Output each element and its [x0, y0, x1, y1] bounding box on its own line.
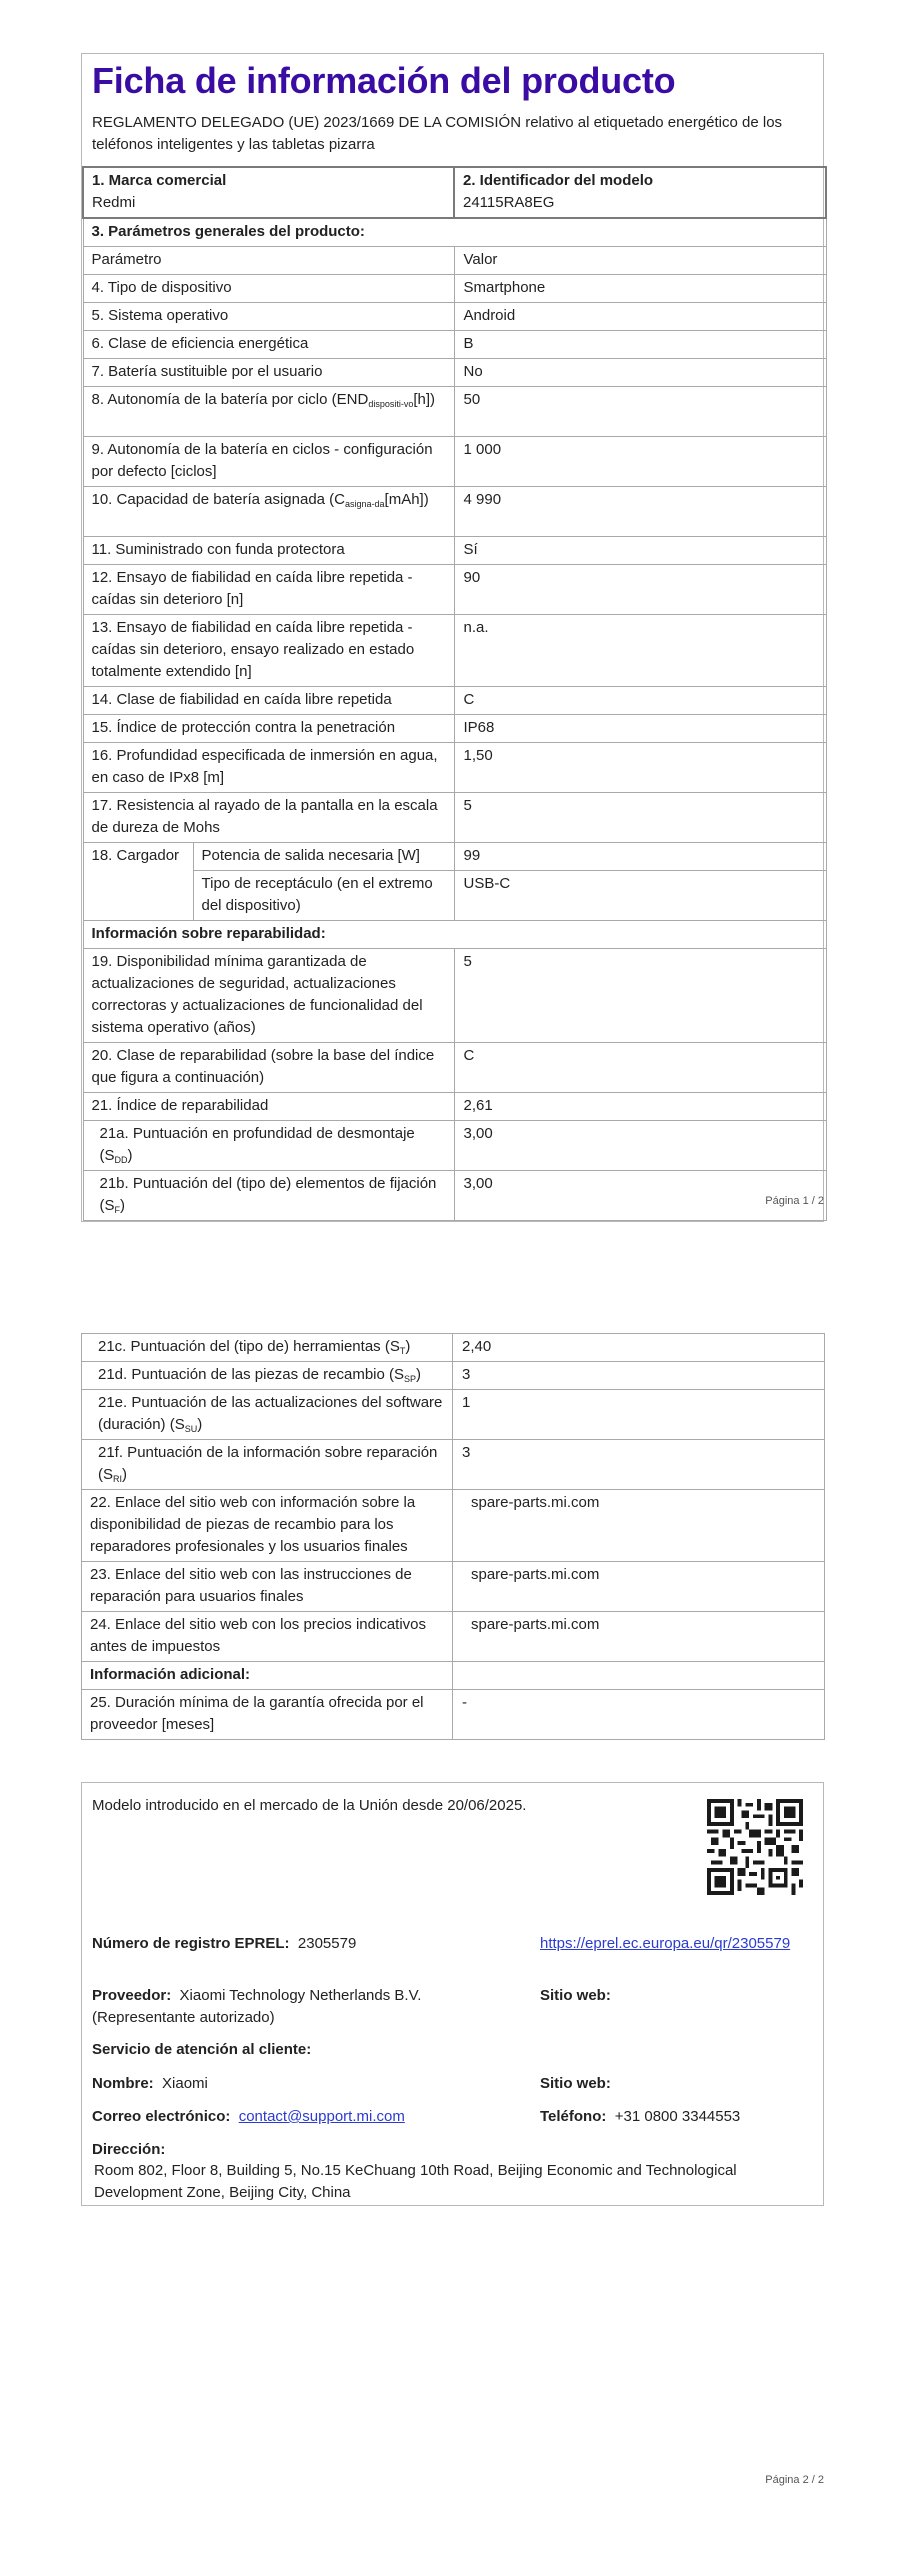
row-value: 3 [453, 1440, 825, 1490]
label-subscript: asigna-da [345, 499, 385, 509]
label-subscript: RI [113, 1474, 122, 1484]
phone-value: +31 0800 3344553 [614, 2108, 741, 2125]
name-label: Nombre: [92, 2075, 154, 2092]
column-header-row [83, 247, 826, 275]
row-label [82, 1334, 453, 1362]
page-title: Ficha de información del producto [92, 60, 676, 101]
row-label [83, 1171, 454, 1221]
label-subscript: DD [114, 1155, 128, 1165]
row-value: C [454, 1043, 826, 1093]
charger-power-label: Potencia de salida necesaria [W] [193, 843, 454, 871]
table-row [82, 1390, 825, 1440]
customer-service-label: Servicio de atención al cliente: [92, 2041, 312, 2058]
model-value: 24115RA8EG [463, 194, 555, 211]
table-row [82, 1440, 825, 1490]
row-value: 3 [453, 1362, 825, 1390]
row-label [83, 487, 454, 537]
supplier [92, 1985, 522, 2029]
supplier-info-box [81, 1782, 824, 2206]
table-row [83, 715, 826, 743]
model-label: 2. Identificador del modelo [463, 172, 654, 189]
label-tail: ) [416, 1366, 422, 1383]
row-value: 50 [454, 387, 826, 437]
row-label: 23. Enlace del sitio web con las instrucciones de reparación para usuarios finales [82, 1562, 453, 1612]
table-row [83, 437, 826, 487]
table-row [83, 687, 826, 715]
customer-service-phone [540, 2106, 740, 2128]
charger-power-value: 99 [454, 843, 826, 871]
table-row [83, 275, 826, 303]
row-value: B [454, 331, 826, 359]
supplier-value: Xiaomi Technology Netherlands B.V. (Representante autorizado) [92, 1987, 422, 2026]
row-label: 22. Enlace del sitio web con información sobre la disponibilidad de piezas de recambio para los reparadores profesionales y los usuarios finales [82, 1490, 453, 1562]
row-value: Smartphone [454, 275, 826, 303]
label-text: 21f. Puntuación de la información sobre reparación (S [98, 1444, 438, 1483]
row-label: 19. Disponibilidad mínima garantizada de actualizaciones de seguridad, actualizaciones correctoras y actualizaciones de funcionalidad del sistema operativo (años) [83, 949, 454, 1043]
label-subscript: dispositi-vo [368, 399, 414, 409]
label-text: 21e. Puntuación de las actualizaciones del software (duración) (S [98, 1394, 443, 1433]
row-label: 25. Duración mínima de la garantía ofrecida por el proveedor [meses] [82, 1690, 453, 1740]
row-label: 21. Índice de reparabilidad [83, 1093, 454, 1121]
row-label: 6. Clase de eficiencia energética [83, 331, 454, 359]
repair-instructions-link[interactable]: spare-parts.mi.com [453, 1562, 825, 1612]
table-row [83, 1171, 826, 1221]
table-row [83, 565, 826, 615]
page-number-1: Página 1 / 2 [765, 1195, 824, 1207]
row-value: Sí [454, 537, 826, 565]
row-label: 24. Enlace del sitio web con los precios indicativos antes de impuestos [82, 1612, 453, 1662]
label-text: 8. Autonomía de la batería por ciclo (END [91, 391, 369, 408]
row-value: Android [454, 303, 826, 331]
address-value: Room 802, Floor 8, Building 5, No.15 KeChuang 10th Road, Beijing Economic and Technological Development Zone, Beijing City, China [94, 2162, 737, 2201]
label-text: 21d. Puntuación de las piezas de recambio (S [98, 1366, 405, 1383]
table-row [83, 303, 826, 331]
label-tail: ) [197, 1416, 203, 1433]
name-value: Xiaomi [162, 2075, 208, 2092]
row-label [82, 1440, 453, 1490]
prices-link[interactable]: spare-parts.mi.com [453, 1612, 825, 1662]
label-tail: [h]) [413, 391, 436, 408]
section-general [83, 218, 826, 247]
row-value: - [453, 1690, 825, 1740]
table-row [83, 793, 826, 843]
brand-label: 1. Marca comercial [92, 172, 227, 189]
eprel-url-container [540, 1933, 800, 1955]
table-row [83, 537, 826, 565]
row-label: 12. Ensayo de fiabilidad en caída libre repetida - caídas sin deterioro [n] [83, 565, 454, 615]
row-value: 3,00 [454, 1171, 826, 1221]
brand-value: Redmi [92, 194, 136, 211]
table-row [83, 1043, 826, 1093]
regulation-subtitle: REGLAMENTO DELEGADO (UE) 2023/1669 DE LA COMISIÓN relativo al etiquetado energético de los teléfonos inteligentes y las tabletas pizarra [92, 114, 783, 153]
section-title: Información adicional: [82, 1662, 453, 1690]
table-row [83, 359, 826, 387]
charger-row [83, 871, 826, 921]
label-text: 21a. Puntuación en profundidad de desmontaje (S [99, 1125, 415, 1164]
eprel-value: 2305579 [297, 1935, 357, 1952]
row-label [82, 1362, 453, 1390]
charger-row [83, 843, 826, 871]
row-label: 14. Clase de fiabilidad en caída libre repetida [83, 687, 454, 715]
section-repair [83, 921, 826, 949]
table-row [83, 331, 826, 359]
eprel-label: Número de registro EPREL: [92, 1935, 290, 1952]
section-title: 3. Parámetros generales del producto: [83, 218, 826, 247]
row-label: 13. Ensayo de fiabilidad en caída libre repetida - caídas sin deterioro, ensayo realizado en estado totalmente extendido [n] [83, 615, 454, 687]
row-value: 1,50 [454, 743, 826, 793]
section-title: Información sobre reparabilidad: [83, 921, 826, 949]
row-value: No [454, 359, 826, 387]
table-row [82, 1690, 825, 1740]
row-value: 1 000 [454, 437, 826, 487]
label-tail: ) [120, 1197, 125, 1214]
table-row [83, 387, 826, 437]
eprel-link[interactable]: https://eprel.ec.europa.eu/qr/2305579 [540, 1935, 791, 1952]
table-row [82, 1612, 825, 1662]
table-row [82, 1562, 825, 1612]
row-value: C [454, 687, 826, 715]
page-number-2: Página 2 / 2 [765, 2474, 824, 2486]
spare-parts-link[interactable]: spare-parts.mi.com [453, 1490, 825, 1562]
row-label [82, 1390, 453, 1440]
row-label: 5. Sistema operativo [83, 303, 454, 331]
charger-label: 18. Cargador [83, 843, 193, 921]
charger-receptacle-value: USB-C [454, 871, 826, 921]
charger-receptacle-label: Tipo de receptáculo (en el extremo del dispositivo) [193, 871, 454, 921]
table-row [82, 1362, 825, 1390]
label-tail: [mAh]) [384, 491, 429, 508]
email-link[interactable]: contact@support.mi.com [238, 2108, 405, 2125]
header-row [83, 167, 826, 218]
column-header-param: Parámetro [83, 247, 454, 275]
row-label: 4. Tipo de dispositivo [83, 275, 454, 303]
product-sheet-page-1 [81, 53, 824, 1222]
label-tail: ) [122, 1466, 127, 1483]
table-row [83, 487, 826, 537]
row-label [83, 1121, 454, 1171]
table-row [83, 1093, 826, 1121]
label-subscript: T [399, 1346, 406, 1356]
eprel-registration [92, 1933, 356, 1955]
label-text: 21c. Puntuación del (tipo de) herramientas (S [98, 1338, 400, 1355]
brand-cell [83, 167, 454, 218]
table-row [83, 1121, 826, 1171]
row-label: 15. Índice de protección contra la penetración [83, 715, 454, 743]
row-label: 17. Resistencia al rayado de la pantalla en la escala de dureza de Mohs [83, 793, 454, 843]
row-value: 5 [454, 949, 826, 1043]
product-info-table-continued [81, 1333, 825, 1740]
row-label: 9. Autonomía de la batería en ciclos - configuración por defecto [ciclos] [83, 437, 454, 487]
empty-cell [453, 1662, 825, 1690]
table-row [83, 615, 826, 687]
customer-service-email [92, 2106, 405, 2128]
row-value: 1 [453, 1390, 825, 1440]
label-subscript: SP [404, 1374, 417, 1384]
section-additional [82, 1662, 825, 1690]
table-row [83, 949, 826, 1043]
label-subscript: SU [184, 1424, 198, 1434]
row-label: 16. Profundidad especificada de inmersión en agua, en caso de IPx8 [m] [83, 743, 454, 793]
row-label: 7. Batería sustituible por el usuario [83, 359, 454, 387]
product-info-table [82, 166, 827, 1221]
row-value: 2,40 [453, 1334, 825, 1362]
row-value: n.a. [454, 615, 826, 687]
supplier-label: Proveedor: [92, 1987, 172, 2004]
customer-service-name [92, 2073, 208, 2095]
row-value: IP68 [454, 715, 826, 743]
supplier-website-label: Sitio web: [540, 1987, 611, 2004]
table-row [82, 1490, 825, 1562]
table-row [83, 743, 826, 793]
table-row [82, 1334, 825, 1362]
qr-code-icon[interactable] [707, 1799, 803, 1895]
model-cell [454, 167, 826, 218]
column-header-value: Valor [454, 247, 826, 275]
row-label: 20. Clase de reparabilidad (sobre la base del índice que figura a continuación) [83, 1043, 454, 1093]
market-date-text: Modelo introducido en el mercado de la Unión desde 20/06/2025. [92, 1797, 527, 1814]
row-label [83, 387, 454, 437]
customer-service-website-label: Sitio web: [540, 2075, 611, 2092]
email-label: Correo electrónico: [92, 2108, 231, 2125]
row-value: 90 [454, 565, 826, 615]
row-value: 4 990 [454, 487, 826, 537]
row-value: 2,61 [454, 1093, 826, 1121]
phone-label: Teléfono: [540, 2108, 607, 2125]
row-label: 11. Suministrado con funda protectora [83, 537, 454, 565]
row-value: 5 [454, 793, 826, 843]
address-label: Dirección: [92, 2141, 166, 2158]
product-sheet-page-2 [81, 1333, 824, 1740]
label-text: 21b. Puntuación del (tipo de) elementos de fijación (S [99, 1175, 437, 1214]
label-tail: ) [405, 1338, 411, 1355]
label-subscript: F [114, 1205, 120, 1215]
label-tail: ) [127, 1147, 133, 1164]
label-text: 10. Capacidad de batería asignada (C [91, 491, 346, 508]
row-value: 3,00 [454, 1121, 826, 1171]
